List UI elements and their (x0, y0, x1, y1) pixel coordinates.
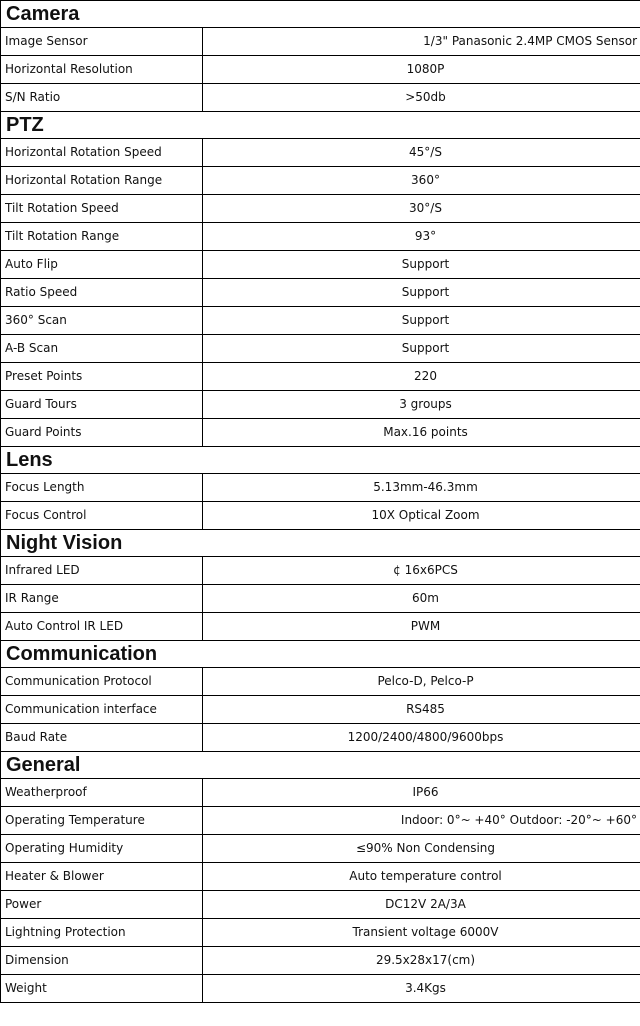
table-row (1, 28, 640, 56)
spec-value: DC12V 2A/3A (203, 891, 640, 919)
spec-label: Focus Control (1, 502, 203, 530)
table-row (1, 474, 640, 502)
section-title: Camera (1, 1, 640, 28)
spec-label: Weatherproof (1, 779, 203, 807)
table-row (1, 947, 640, 975)
spec-label: Horizontal Rotation Range (1, 167, 203, 195)
spec-label: Communication interface (1, 696, 203, 724)
spec-label: Guard Points (1, 419, 203, 447)
table-row (1, 835, 640, 863)
spec-value: 5.13mm-46.3mm (203, 474, 640, 502)
table-row (1, 251, 640, 279)
table-row (1, 167, 640, 195)
spec-value: 29.5x28x17(cm) (203, 947, 640, 975)
spec-label: Infrared LED (1, 557, 203, 585)
spec-label: Power (1, 891, 203, 919)
table-row (1, 56, 640, 84)
spec-value: PWM (203, 613, 640, 641)
table-row (1, 696, 640, 724)
table-row (1, 779, 640, 807)
spec-value: Support (203, 335, 640, 363)
spec-value: Support (203, 279, 640, 307)
table-row (1, 195, 640, 223)
section-header-ptz (1, 112, 640, 139)
spec-value: 1080P (203, 56, 640, 84)
section-title: Lens (1, 447, 640, 474)
spec-label: Auto Flip (1, 251, 203, 279)
spec-label: Ratio Speed (1, 279, 203, 307)
spec-value: Pelco-D, Pelco-P (203, 668, 640, 696)
spec-label: Horizontal Resolution (1, 56, 203, 84)
spec-value: Transient voltage 6000V (203, 919, 640, 947)
spec-value: ¢ 16x6PCS (203, 557, 640, 585)
table-row (1, 419, 640, 447)
spec-value: 10X Optical Zoom (203, 502, 640, 530)
section-header-lens (1, 447, 640, 474)
section-title: General (1, 752, 640, 779)
spec-value: 60m (203, 585, 640, 613)
table-row (1, 557, 640, 585)
table-row (1, 891, 640, 919)
spec-value: 360° (203, 167, 640, 195)
spec-value: >50db (203, 84, 640, 112)
table-row (1, 668, 640, 696)
section-header-communication (1, 641, 640, 668)
spec-label: Tilt Rotation Speed (1, 195, 203, 223)
spec-value: 220 (203, 363, 640, 391)
section-title: PTZ (1, 112, 640, 139)
section-title: Night Vision (1, 530, 640, 557)
spec-label: 360° Scan (1, 307, 203, 335)
spec-label: Preset Points (1, 363, 203, 391)
spec-value: Auto temperature control (203, 863, 640, 891)
table-row (1, 585, 640, 613)
spec-label: Auto Control IR LED (1, 613, 203, 641)
spec-value: 3 groups (203, 391, 640, 419)
spec-label: Tilt Rotation Range (1, 223, 203, 251)
table-row (1, 502, 640, 530)
spec-label: Baud Rate (1, 724, 203, 752)
spec-value: Support (203, 251, 640, 279)
spec-label: Guard Tours (1, 391, 203, 419)
spec-label: Operating Humidity (1, 835, 203, 863)
spec-label: IR Range (1, 585, 203, 613)
spec-value: 1200/2400/4800/9600bps (203, 724, 640, 752)
spec-value: ≤90% Non Condensing (203, 835, 640, 863)
table-row (1, 307, 640, 335)
spec-value: 45°/S (203, 139, 640, 167)
table-row (1, 724, 640, 752)
spec-label: Weight (1, 975, 203, 1003)
section-header-camera (1, 1, 640, 28)
spec-value: 93° (203, 223, 640, 251)
table-row (1, 807, 640, 835)
spec-label: A-B Scan (1, 335, 203, 363)
table-row (1, 391, 640, 419)
spec-value: RS485 (203, 696, 640, 724)
table-row (1, 975, 640, 1003)
spec-label: Operating Temperature (1, 807, 203, 835)
table-row (1, 863, 640, 891)
spec-value: 3.4Kgs (203, 975, 640, 1003)
spec-value: 30°/S (203, 195, 640, 223)
table-row (1, 223, 640, 251)
spec-label: Dimension (1, 947, 203, 975)
table-row (1, 613, 640, 641)
spec-value: 1/3" Panasonic 2.4MP CMOS Sensor (203, 28, 640, 56)
table-row (1, 279, 640, 307)
section-header-general (1, 752, 640, 779)
table-row (1, 919, 640, 947)
spec-value: Indoor: 0°~ +40° Outdoor: -20°~ +60° (203, 807, 640, 835)
spec-value: Support (203, 307, 640, 335)
section-header-night-vision (1, 530, 640, 557)
spec-label: Lightning Protection (1, 919, 203, 947)
table-row (1, 139, 640, 167)
table-row (1, 84, 640, 112)
table-row (1, 335, 640, 363)
spec-label: Heater & Blower (1, 863, 203, 891)
spec-value: IP66 (203, 779, 640, 807)
spec-label: Image Sensor (1, 28, 203, 56)
table-row (1, 363, 640, 391)
spec-label: Communication Protocol (1, 668, 203, 696)
spec-label: Focus Length (1, 474, 203, 502)
section-title: Communication (1, 641, 640, 668)
spec-label: Horizontal Rotation Speed (1, 139, 203, 167)
spec-label: S/N Ratio (1, 84, 203, 112)
spec-value: Max.16 points (203, 419, 640, 447)
